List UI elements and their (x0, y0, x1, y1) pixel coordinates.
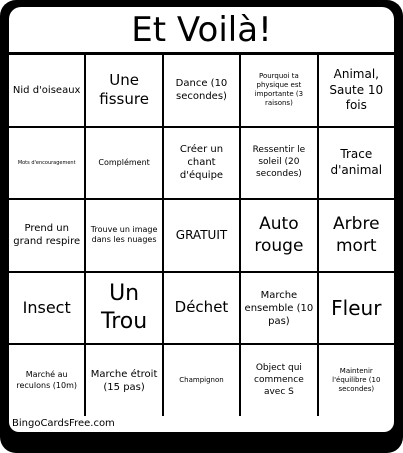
bingo-cell-r4c1[interactable]: Insect (9, 273, 84, 344)
bingo-cell-r4c2[interactable]: Un Trou (86, 273, 161, 344)
bingo-cell-r2c4[interactable]: Ressentir le soleil (20 secondes) (241, 128, 316, 199)
bingo-cell-r3c5[interactable]: Arbre mort (319, 200, 394, 271)
bingo-grid (9, 55, 394, 416)
bingo-cell-r1c2[interactable]: Une fissure (86, 55, 161, 126)
footer-credit: BingoCardsFree.com (9, 416, 394, 432)
bingo-cell-r4c5[interactable]: Fleur (319, 273, 394, 344)
bingo-cell-r4c4[interactable]: Marche ensemble (10 pas) (241, 273, 316, 344)
bingo-cell-r3c2[interactable]: Trouve un image dans les nuages (86, 200, 161, 271)
bingo-cell-r5c3[interactable]: Champignon (164, 345, 239, 416)
bingo-cell-r2c3[interactable]: Créer un chant d'équipe (164, 128, 239, 199)
card-title: Et Voilà! (9, 7, 394, 52)
bingo-cell-r5c4[interactable]: Object qui commence avec S (241, 345, 316, 416)
bingo-cell-r5c1[interactable]: Marché au reculons (10m) (9, 345, 84, 416)
bingo-cell-r2c5[interactable]: Trace d'animal (319, 128, 394, 199)
bingo-cell-r3c3[interactable]: GRATUIT (164, 200, 239, 271)
bingo-cell-r2c2[interactable]: Complément (86, 128, 161, 199)
bingo-cell-r1c1[interactable]: Nid d'oiseaux (9, 55, 84, 126)
bingo-cell-r1c3[interactable]: Dance (10 secondes) (164, 55, 239, 126)
bingo-cell-r3c4[interactable]: Auto rouge (241, 200, 316, 271)
bingo-cell-r2c1[interactable]: Mots d'encouragement (9, 128, 84, 199)
bingo-cell-r3c1[interactable]: Prend un grand respire (9, 200, 84, 271)
bingo-cell-r5c5[interactable]: Maintenir l'équilibre (10 secondes) (319, 345, 394, 416)
bingo-cell-r4c3[interactable]: Déchet (164, 273, 239, 344)
bingo-cell-r5c2[interactable]: Marche étroit (15 pas) (86, 345, 161, 416)
bingo-cell-r1c4[interactable]: Pourquoi ta physique est importante (3 raisons) (241, 55, 316, 126)
bingo-cell-r1c5[interactable]: Animal, Saute 10 fois (319, 55, 394, 126)
